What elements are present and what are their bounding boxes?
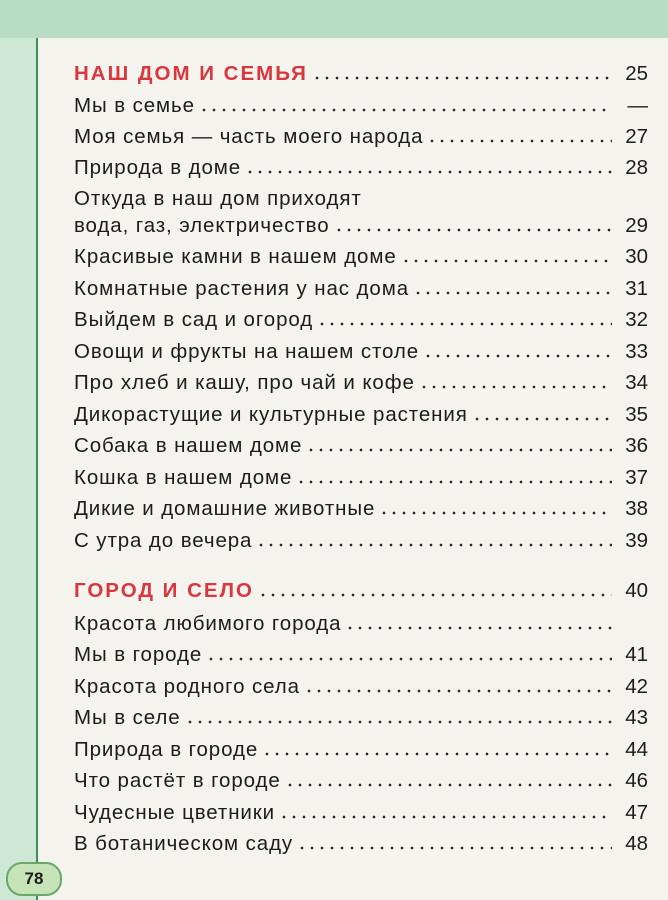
left-margin-strip: [0, 38, 36, 900]
toc-item[interactable]: [74, 304, 648, 332]
toc-item[interactable]: [74, 273, 648, 301]
dot-leader: [304, 688, 612, 694]
dot-leader: [206, 656, 612, 662]
page-number: 35: [625, 403, 648, 426]
page-number: —: [627, 94, 648, 117]
dot-leader: [199, 107, 612, 113]
toc-item[interactable]: [74, 608, 648, 636]
item-title: Овощи и фрукты на нашем столе: [74, 340, 420, 363]
toc-item[interactable]: [74, 702, 648, 730]
item-title: Мы в городе: [74, 643, 203, 666]
item-title: Красота любимого города: [74, 612, 342, 635]
toc-item[interactable]: [74, 797, 648, 825]
page-number: 29: [625, 214, 648, 237]
dot-leader: [334, 227, 612, 233]
page-number: 41: [625, 643, 648, 666]
section-heading: НАШ ДОМ И СЕМЬЯ: [74, 62, 308, 85]
top-color-band: [0, 0, 668, 38]
page-number: 44: [625, 738, 648, 761]
toc-item[interactable]: [74, 152, 648, 180]
toc-item[interactable]: [74, 639, 648, 667]
item-title-line1[interactable]: Откуда в наш дом приходят: [74, 187, 362, 210]
dot-leader: [297, 845, 612, 851]
dot-leader: [185, 719, 612, 725]
toc-item[interactable]: [74, 671, 648, 699]
page-number: 30: [625, 245, 648, 268]
toc-item[interactable]: [74, 241, 648, 269]
item-title: Природа в городе: [74, 738, 259, 761]
toc-item[interactable]: [74, 525, 648, 553]
item-title: Мы в селе: [74, 706, 181, 729]
dot-leader: [419, 384, 612, 390]
page-number: 25: [625, 62, 648, 85]
dot-leader: [258, 592, 612, 598]
page-number: 39: [625, 529, 648, 552]
dot-leader: [379, 510, 612, 516]
page-number: 40: [625, 579, 648, 602]
toc-item[interactable]: [74, 493, 648, 521]
toc-item[interactable]: [74, 399, 648, 427]
dot-leader: [472, 416, 612, 422]
toc-item[interactable]: [74, 734, 648, 762]
page-number: 47: [625, 801, 648, 824]
toc-item[interactable]: [74, 430, 648, 458]
dot-leader: [296, 479, 612, 485]
margin-line: [36, 38, 38, 900]
page-number: 38: [625, 497, 648, 520]
page-number-badge: 78: [6, 862, 62, 896]
toc-item[interactable]: [74, 828, 648, 856]
toc-heading-family[interactable]: [74, 58, 648, 86]
item-title: Мы в семье: [74, 94, 195, 117]
item-title: Комнатные растения у нас дома: [74, 277, 410, 300]
dot-leader: [285, 782, 612, 788]
section-heading: ГОРОД И СЕЛО: [74, 579, 254, 602]
dot-leader: [312, 75, 612, 81]
item-title: В ботаническом саду: [74, 832, 294, 855]
item-title: Собака в нашем доме: [74, 434, 303, 457]
toc-item[interactable]: [74, 121, 648, 149]
item-title: Что растёт в городе: [74, 769, 281, 792]
page-number: 33: [625, 340, 648, 363]
item-title: С утра до вечера: [74, 529, 253, 552]
item-title: Выйдем в сад и огород: [74, 308, 314, 331]
toc-item[interactable]: [74, 90, 648, 118]
item-title: Дикие и домашние животные: [74, 497, 376, 520]
page-number: 43: [625, 706, 648, 729]
dot-leader: [256, 542, 612, 548]
dot-leader: [423, 353, 612, 359]
dot-leader: [262, 751, 612, 757]
dot-leader: [427, 138, 612, 144]
page-number: 27: [625, 125, 648, 148]
item-title: Красота родного села: [74, 675, 300, 698]
page-number: 28: [625, 156, 648, 179]
item-title: вода, газ, электричество: [74, 214, 330, 237]
toc-heading-city[interactable]: [74, 575, 648, 603]
page-number: 42: [625, 675, 648, 698]
item-title: Природа в доме: [74, 156, 242, 179]
toc-item[interactable]: [74, 210, 648, 238]
item-title: Чудесные цветники: [74, 801, 276, 824]
page-number: 48: [625, 832, 648, 855]
page-number: 37: [625, 466, 648, 489]
toc-item[interactable]: [74, 765, 648, 793]
toc-item[interactable]: [74, 336, 648, 364]
dot-leader: [279, 814, 612, 820]
dot-leader: [245, 169, 612, 175]
item-title: Про хлеб и кашу, про чай и кофе: [74, 371, 415, 394]
item-title: Красивые камни в нашем доме: [74, 245, 397, 268]
dot-leader: [345, 625, 612, 631]
item-title: Дикорастущие и культурные растения: [74, 403, 468, 426]
dot-leader: [306, 447, 612, 453]
dot-leader: [413, 290, 612, 296]
item-title: Кошка в нашем доме: [74, 466, 293, 489]
page-number: 46: [625, 769, 648, 792]
page-number: 34: [625, 371, 648, 394]
toc-item[interactable]: [74, 462, 648, 490]
dot-leader: [317, 321, 612, 327]
toc-item[interactable]: [74, 367, 648, 395]
page-number: 36: [625, 434, 648, 457]
page-number: 31: [625, 277, 648, 300]
page-number: 32: [625, 308, 648, 331]
item-title: Моя семья — часть моего народа: [74, 125, 424, 148]
dot-leader: [401, 258, 612, 264]
